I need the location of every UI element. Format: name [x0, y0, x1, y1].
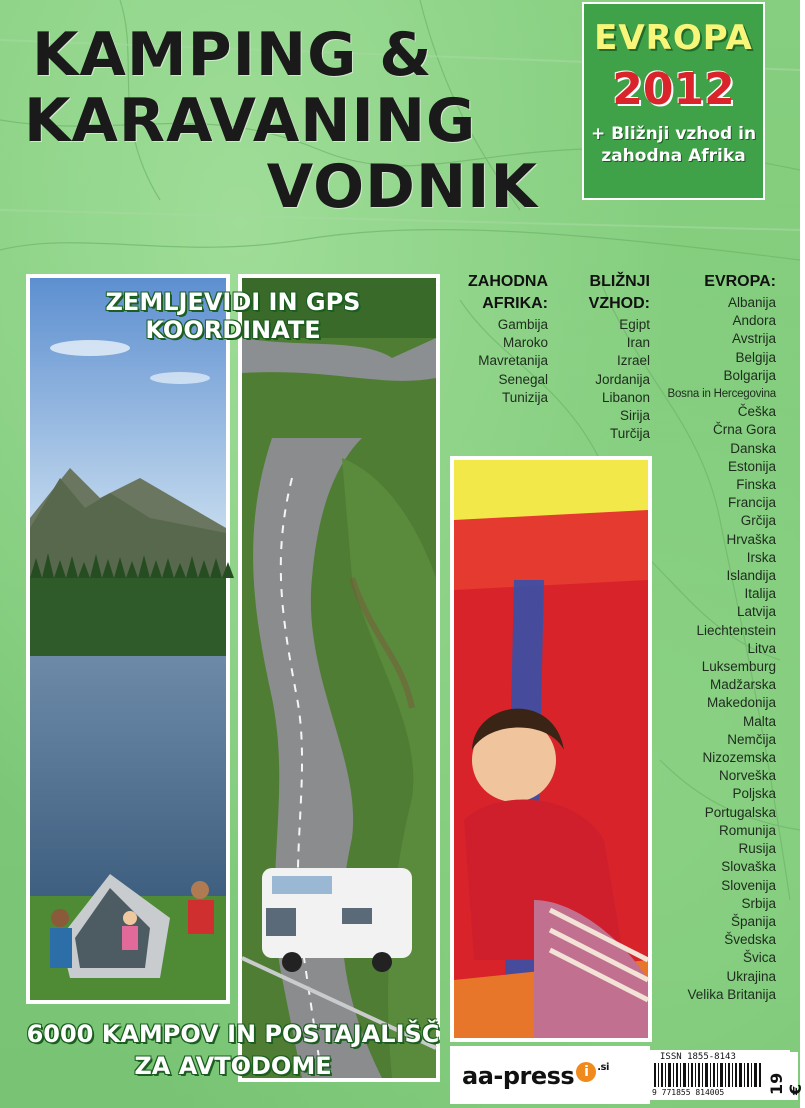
near-east-heading-2: VZHOD: [588, 295, 650, 312]
maps-gps-banner: ZEMLJEVIDI IN GPS KOORDINATE [105, 288, 361, 344]
title-line-2: KARAVANING [24, 86, 477, 156]
list-item: Rusija [738, 841, 776, 857]
list-item: Liechtenstein [696, 622, 776, 638]
price-value: 19 € [767, 1072, 805, 1095]
list-item: Portugalska [704, 804, 776, 820]
list-item: Makedonija [706, 695, 776, 711]
list-item: Latvija [736, 604, 776, 620]
child-tent-photo [450, 456, 652, 1042]
list-item: Srbija [741, 895, 776, 911]
lake-camping-photo [26, 274, 230, 1004]
campsites-banner [26, 1018, 440, 1082]
list-item: Andora [732, 313, 776, 329]
list-item: Romunija [718, 822, 776, 838]
list-item: Hrvaška [726, 531, 776, 547]
list-item: Slovenija [721, 877, 776, 893]
badge-subtitle-line-1: + Bližnji vzhod in [590, 124, 757, 144]
publisher-logo [462, 1062, 609, 1090]
list-item: Švica [742, 950, 776, 966]
barcode-number: 9 771855 814005 [652, 1088, 725, 1097]
list-item: Libanon [601, 389, 650, 405]
magazine-title [24, 22, 584, 220]
list-item: Danska [730, 440, 776, 456]
list-item: Nemčija [727, 731, 776, 747]
west-africa-list [454, 272, 548, 407]
list-item: Islandija [726, 568, 776, 584]
west-africa-heading-1: ZAHODNA [468, 273, 548, 290]
list-item: Italija [744, 586, 776, 602]
list-item: Francija [727, 495, 776, 511]
info-icon: i [576, 1062, 596, 1082]
europe-list [654, 272, 776, 1004]
list-item: Grčija [740, 513, 776, 529]
list-item: Španija [730, 913, 776, 929]
list-item: Ukrajina [726, 968, 776, 984]
list-item: Litva [747, 640, 776, 656]
list-item: Avstrija [731, 331, 776, 347]
list-item: Češka [737, 404, 776, 420]
list-item: Izrael [616, 353, 650, 369]
list-item: Iran [626, 335, 650, 351]
badge-subtitle-line-2: zahodna Afrika [601, 146, 746, 166]
list-item: Bosna in Hercegovina [667, 388, 776, 401]
list-item: Jordanija [595, 371, 650, 387]
list-item: Egipt [619, 317, 650, 332]
list-item: Črna Gora [712, 422, 776, 438]
list-item: Švedska [724, 932, 776, 948]
issn-number: ISSN 1855-8143 [660, 1052, 736, 1062]
list-item: Albanija [727, 295, 776, 310]
list-item: Senegal [498, 371, 548, 387]
near-east-heading-1: BLIŽNJI [589, 273, 650, 290]
list-item: Nizozemska [702, 750, 776, 766]
list-item: Maroko [502, 335, 548, 351]
list-item: Estonija [727, 458, 776, 474]
list-item: Tunizija [501, 389, 548, 405]
list-item: Gambija [497, 317, 548, 332]
list-item: Malta [742, 713, 776, 729]
title-line-1: KAMPING & [32, 20, 433, 90]
price-tag [764, 1052, 805, 1100]
list-item: Velika Britanija [687, 986, 776, 1002]
badge-year: 2012 [612, 64, 735, 115]
list-item: Bolgarija [723, 367, 776, 383]
europe-heading: EVROPA: [704, 273, 776, 290]
edition-badge [582, 2, 765, 200]
publisher-name: aa-press [462, 1062, 575, 1090]
title-line-3: VODNIK [266, 152, 538, 222]
list-item: Sirija [619, 408, 650, 424]
campsites-banner-line-1: 6000 KAMPOV IN POSTAJALIŠČ [26, 1020, 440, 1048]
motorhome-road-photo [238, 274, 440, 1082]
publisher-tld: .si [597, 1062, 609, 1073]
badge-region: EVROPA [594, 18, 753, 58]
list-item: Finska [736, 477, 776, 493]
barcode-bars-icon [654, 1063, 762, 1087]
west-africa-heading-2: AFRIKA: [482, 295, 548, 312]
list-item: Slovaška [721, 859, 776, 875]
list-item: Belgija [735, 349, 776, 365]
near-east-list [560, 272, 650, 443]
list-item: Mavretanija [478, 353, 548, 369]
list-item: Norveška [718, 768, 776, 784]
list-item: Turčija [609, 426, 650, 442]
list-item: Luksemburg [701, 659, 776, 675]
list-item: Irska [746, 549, 776, 565]
list-item: Poljska [732, 786, 776, 802]
campsites-banner-line-2: ZA AVTODOME [134, 1052, 332, 1080]
list-item: Madžarska [709, 677, 776, 693]
